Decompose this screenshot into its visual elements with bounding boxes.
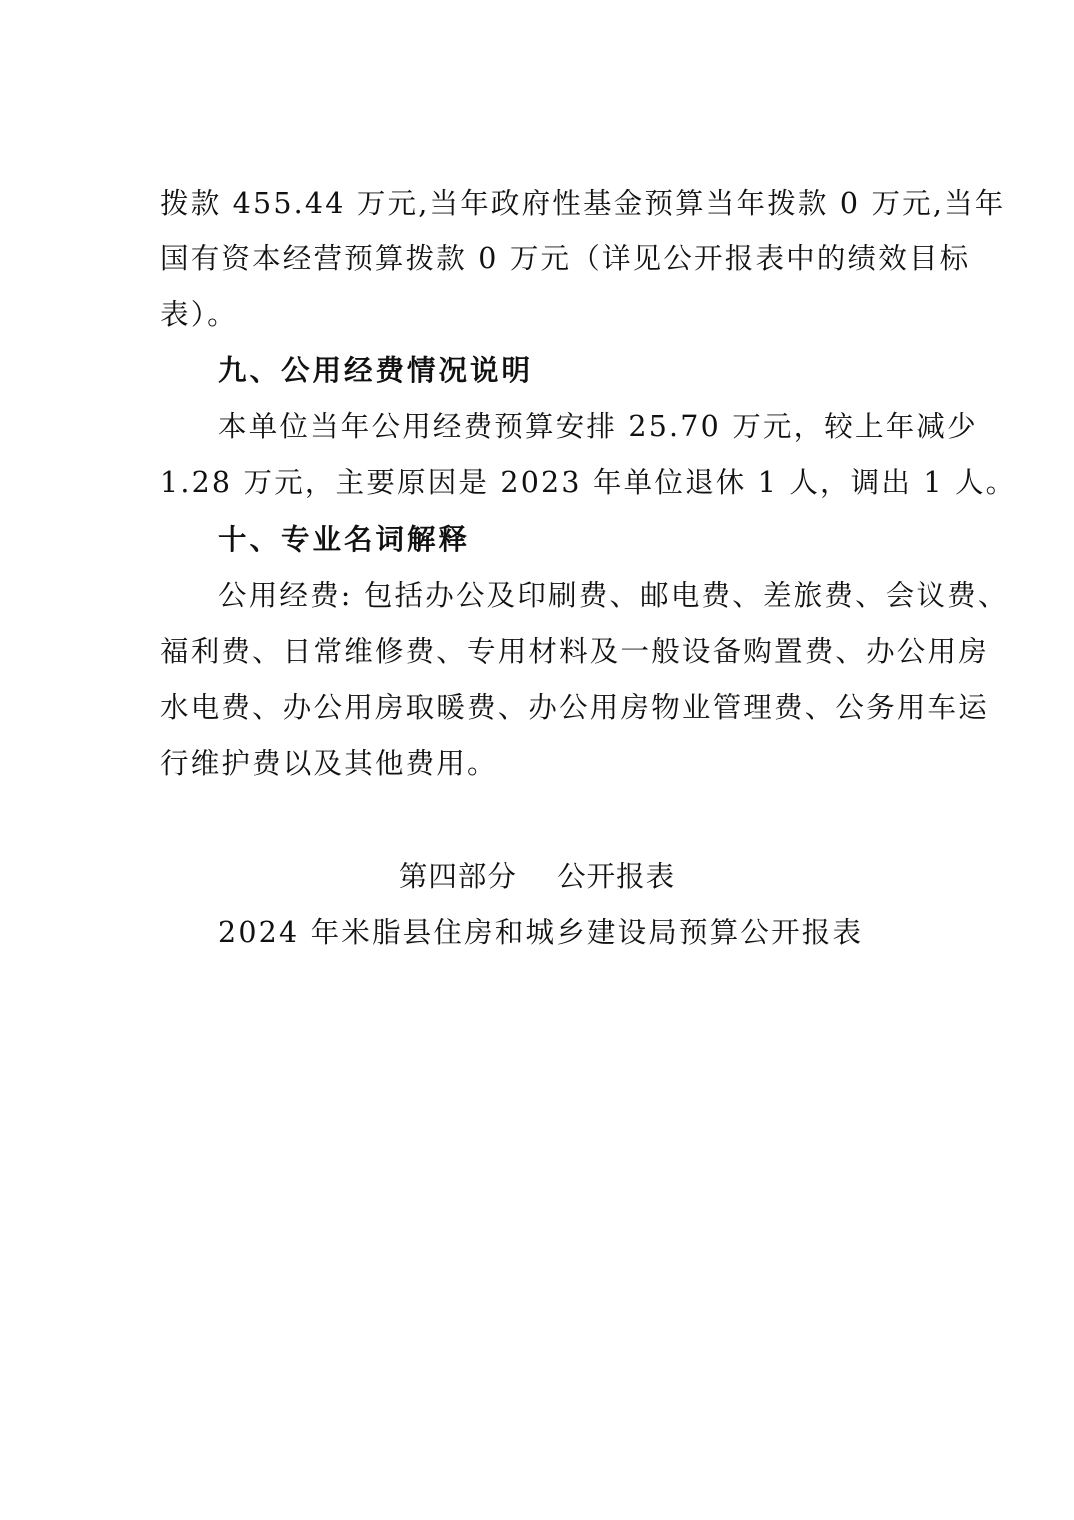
paragraph-line: 表）。 bbox=[160, 298, 238, 331]
paragraph-line: 国有资本经营预算拨款 0 万元（详见公开报表中的绩效目标 bbox=[160, 242, 971, 275]
section-heading-10: 十、专业名词解释 bbox=[218, 523, 471, 556]
paragraph-line: 拨款 455.44 万元,当年政府性基金预算当年拨款 0 万元,当年 bbox=[160, 187, 1006, 220]
section-heading-9: 九、公用经费情况说明 bbox=[218, 354, 534, 387]
report-subtitle: 2024 年米脂县住房和城乡建设局预算公开报表 bbox=[218, 916, 864, 949]
paragraph-line: 水电费、办公用房取暖费、办公用房物业管理费、公务用车运 bbox=[160, 691, 989, 724]
paragraph-line: 1.28 万元，主要原因是 2023 年单位退休 1 人，调出 1 人。 bbox=[160, 466, 1017, 499]
paragraph-line: 本单位当年公用经费预算安排 25.70 万元，较上年减少 bbox=[218, 410, 978, 443]
part-title: 第四部分 公开报表 bbox=[398, 860, 676, 893]
paragraph-line: 行维护费以及其他费用。 bbox=[160, 747, 498, 780]
paragraph-line: 福利费、日常维修费、专用材料及一般设备购置费、办公用房 bbox=[160, 635, 989, 668]
paragraph-line: 公用经费: 包括办公及印刷费、邮电费、差旅费、会议费、 bbox=[218, 579, 1009, 612]
